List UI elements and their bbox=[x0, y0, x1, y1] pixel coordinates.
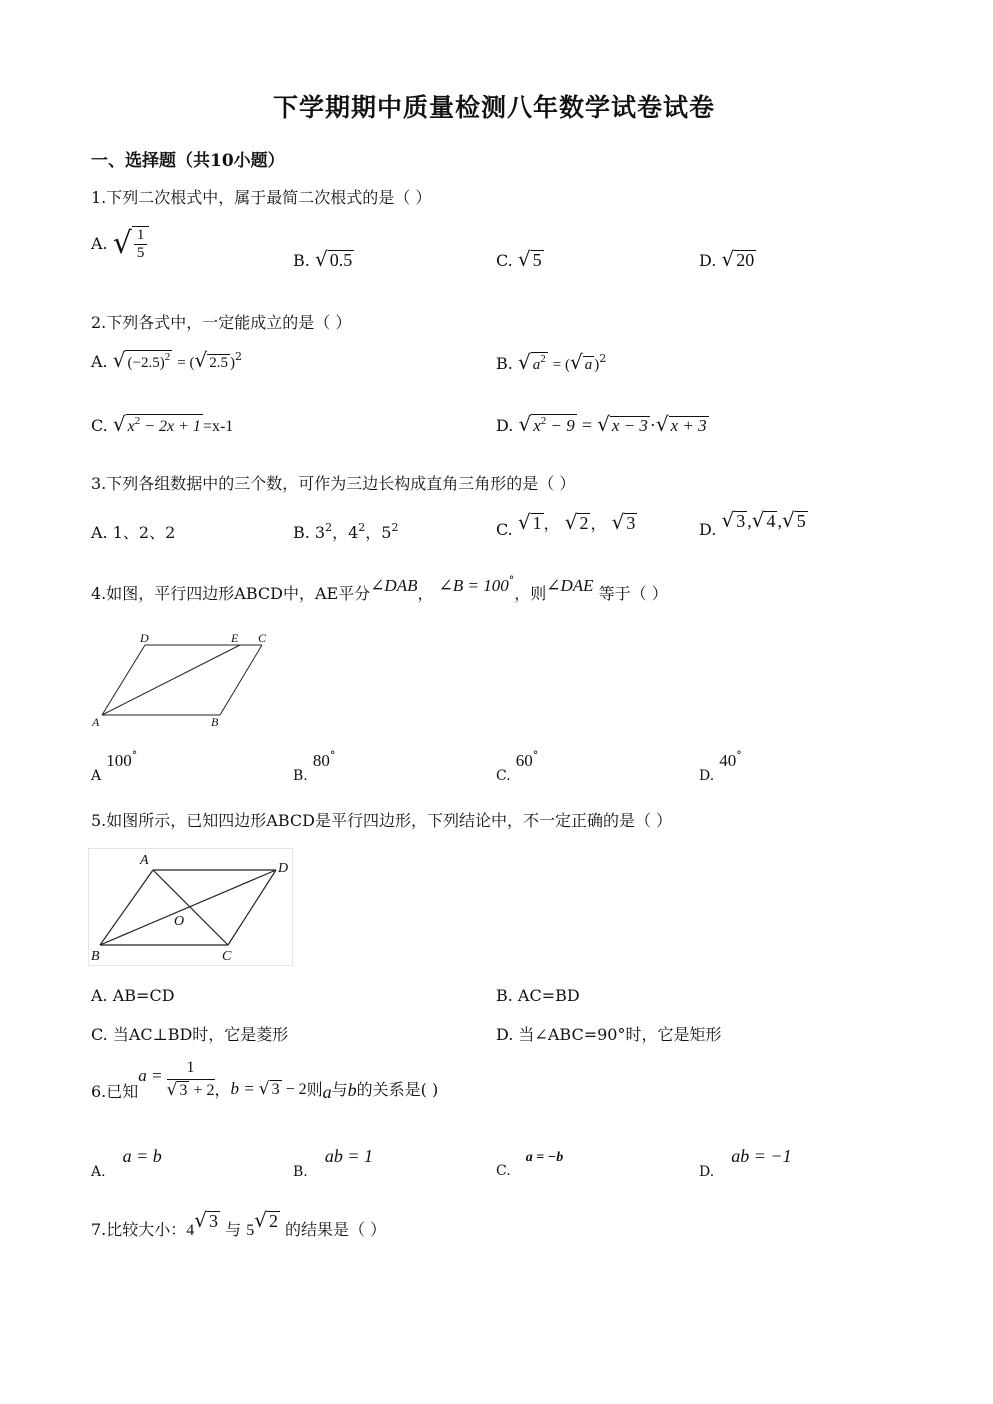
label-e: E bbox=[231, 631, 239, 645]
question-1-stem: 1.下列二次根式中，属于最简二次根式的是（ ） bbox=[91, 188, 432, 207]
option-label: A. bbox=[91, 234, 108, 253]
q1-option-d[interactable] bbox=[699, 247, 756, 271]
q1-option-b[interactable] bbox=[293, 247, 354, 271]
radical-sign: √ bbox=[112, 226, 132, 261]
question-5-stem: 5.如图所示，已知四边形ABCD是平行四边形，下列结论中，不一定正确的是（ ） bbox=[91, 811, 673, 830]
section-heading: 一、选择题（共10小题） bbox=[91, 151, 285, 171]
q4-option-a[interactable]: A 100° bbox=[91, 749, 138, 784]
q4-parallelogram-figure bbox=[90, 630, 275, 730]
edge-dc bbox=[228, 870, 276, 945]
q5-option-c[interactable]: C. 当AC⊥BD时，它是菱形 bbox=[91, 1025, 289, 1044]
diagonal-ac bbox=[153, 870, 228, 945]
label-b: B bbox=[91, 949, 100, 964]
q2-option-c[interactable]: C. √ $x^2 - 2x + 1 =x-1$ bbox=[91, 412, 234, 436]
q5-option-b[interactable]: B. AC=BD bbox=[496, 986, 580, 1005]
label-d: D bbox=[278, 861, 289, 876]
label-o: O bbox=[174, 914, 185, 929]
question-6-stem: 6.已知 a = $\frac{1}{√ 3 + 2}$ ， b = √ 3 − 2 则 a 与 b 的关系是( ) bbox=[91, 1059, 439, 1102]
q5-option-a[interactable]: A. AB=CD bbox=[91, 986, 175, 1005]
question-2-stem: 2.下列各式中，一定能成立的是（ ） bbox=[91, 313, 352, 332]
q2-option-d[interactable]: D. √ $x^2 - 9$ = √ x − 3 ·√ x + 3 bbox=[496, 412, 707, 436]
q4-option-b[interactable]: B. 80° bbox=[293, 749, 336, 784]
label-c: C bbox=[258, 631, 267, 645]
q3-option-a[interactable]: A. 1、2、2 bbox=[91, 523, 176, 542]
q4-option-d[interactable]: D. 40° bbox=[699, 749, 742, 784]
edge-cb bbox=[220, 645, 262, 715]
q6-option-b[interactable]: B. ab = 1 bbox=[293, 1146, 373, 1180]
q1-option-c[interactable] bbox=[496, 247, 544, 271]
option-label: B. bbox=[293, 251, 310, 270]
q2-option-b[interactable]: B. √ $a^2$ = (√ a )$^2$ bbox=[496, 350, 607, 374]
fraction: $\frac{1}{√ 3 + 2}$ bbox=[166, 1059, 215, 1100]
option-label: B. bbox=[496, 354, 513, 373]
q1-option-a[interactable] bbox=[91, 226, 149, 261]
radicand: 5 bbox=[532, 250, 542, 270]
radical-sign: √ bbox=[517, 247, 531, 271]
q6-option-a[interactable]: A. a = b bbox=[91, 1146, 162, 1180]
question-3-stem: 3.下列各组数据中的三个数，可作为三边长构成直角三角形的是（ ） bbox=[91, 474, 576, 493]
q2-option-a[interactable]: A. √ $(-2.5)^2$ = (√ 2.5 )$^2$ bbox=[91, 348, 242, 372]
q6-option-c[interactable]: C. a = −b bbox=[496, 1150, 564, 1179]
label-b: B bbox=[211, 715, 219, 729]
q5-parallelogram-figure bbox=[88, 848, 293, 966]
option-label: D. bbox=[496, 416, 514, 435]
label-a: A bbox=[140, 853, 149, 868]
q3-option-c[interactable]: C. √ 1 ， √ 2 ， √ 3 bbox=[496, 510, 636, 539]
option-label: D. bbox=[699, 251, 717, 270]
option-label: A. bbox=[91, 352, 108, 371]
question-4-stem: 4.如图，平行四边形ABCD中，AE平分∠DAB， ∠B = 100°，则∠DAE 等于（ ） bbox=[91, 574, 668, 603]
q6-option-d[interactable]: D. ab = −1 bbox=[699, 1146, 792, 1180]
option-label: C. bbox=[91, 416, 108, 435]
page-title: 下学期期中质量检测八年数学试卷试卷 bbox=[273, 93, 716, 122]
radicand: 0.5 bbox=[329, 250, 353, 270]
option-label: C. bbox=[496, 251, 513, 270]
q3-option-b[interactable]: B. $3^2$，$4^2$，$5^2$ bbox=[293, 521, 399, 542]
label-d: D bbox=[140, 631, 149, 645]
label-c: C bbox=[222, 949, 232, 964]
radicand: 20 bbox=[736, 250, 755, 270]
q4-option-c[interactable]: C. 60° bbox=[496, 749, 539, 784]
segment-ae bbox=[102, 645, 240, 715]
radical-sign: √ bbox=[721, 247, 735, 271]
label-a: A bbox=[92, 715, 100, 729]
q3-option-d[interactable]: D. √ 3 ,√ 4 ,√ 5 bbox=[699, 508, 806, 539]
question-7-stem: 7.比较大小：4√ 3 与 5√ 2 的结果是（ ） bbox=[91, 1208, 387, 1239]
q5-option-d[interactable]: D. 当∠ABC=90°时，它是矩形 bbox=[496, 1025, 722, 1044]
fraction: $\frac{1}{5}$ bbox=[132, 226, 150, 261]
radical-sign: √ bbox=[314, 247, 328, 271]
